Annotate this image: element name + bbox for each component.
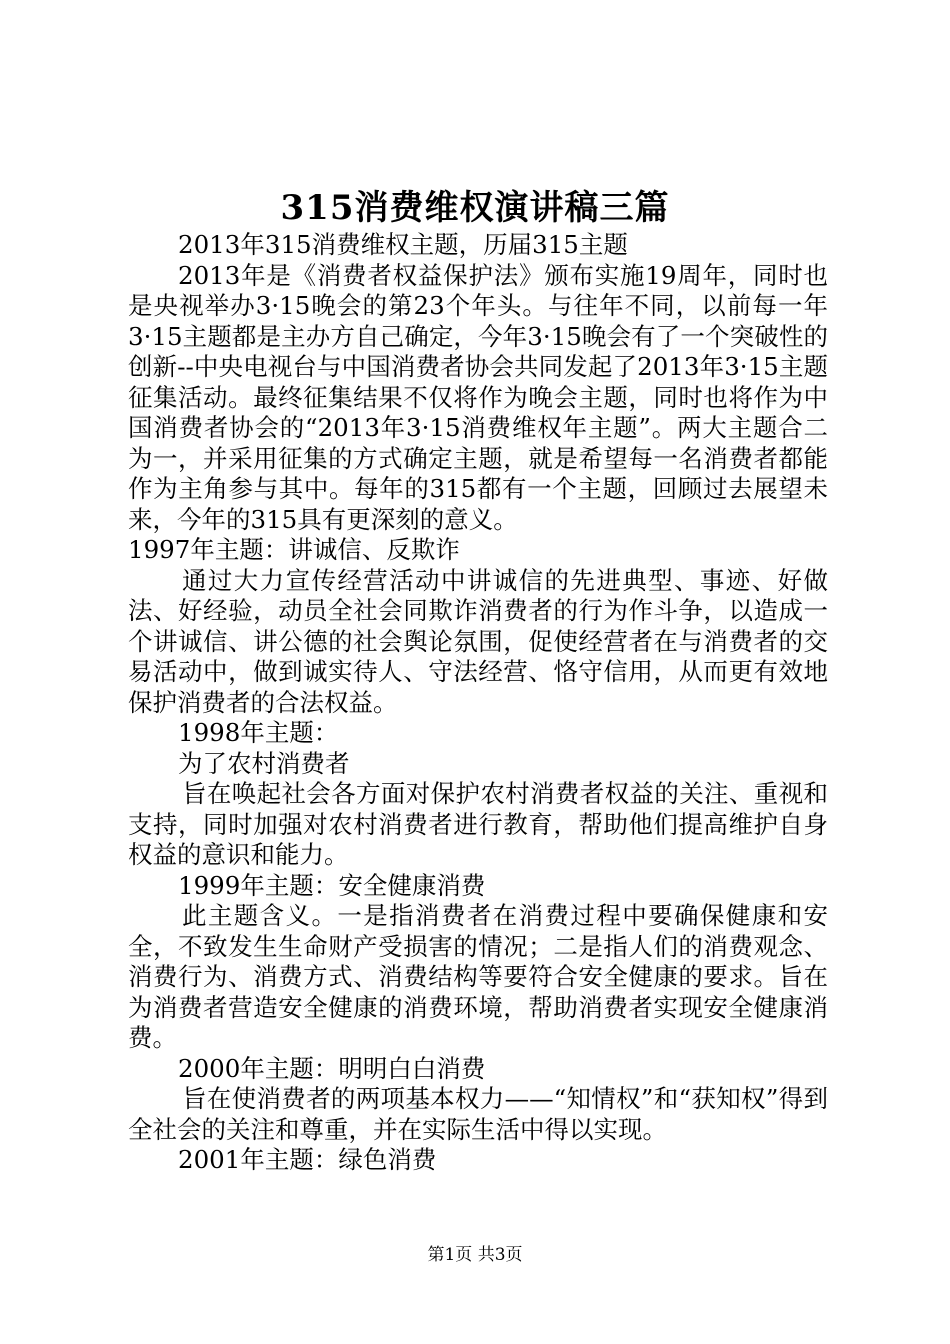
document-body bbox=[128, 230, 828, 1176]
paragraph-intro: 2013年是《消费者权益保护法》颁布实施19周年，同时也是央视举办3·15晚会的第23个年头。与往年不同，以前每一年3·15主题都是主办方自己确定，今年3·15晚会有了一个突破性的创新--中央电视台与中国消费者协会共同发起了2013年3·15主题征集活动。最终征集结果不仅将作为晚会主题，同时也将作为中国消费者协会的“2013年3·15消费维权年主题”。两大主题合二为一，并采用征集的方式确定主题，就是希望每一名消费者都能作为主角参与其中。每年的315都有一个主题，回顾过去展望未来，今年的315具有更深刻的意义。 bbox=[128, 260, 828, 534]
document-title: 315消费维权演讲稿三篇 bbox=[280, 188, 670, 228]
paragraph-intro-heading: 2013年315消费维权主题，历届315主题 bbox=[178, 230, 628, 259]
page-footer: 第1页 共3页 bbox=[427, 1245, 523, 1265]
paragraph-1997-heading: 1997年主题：讲诚信、反欺诈 bbox=[128, 535, 460, 564]
paragraph-1998-heading: 1998年主题： bbox=[178, 718, 339, 747]
paragraph-1999-body: 此主题含义。一是指消费者在消费过程中要确保健康和安全，不致发生生命财产受损害的情况；二是指人们的消费观念、消费行为、消费方式、消费结构等要符合安全健康的要求。旨在为消费者营造安全健康的消费环境，帮助消费者实现安全健康消费。 bbox=[128, 901, 828, 1052]
paragraph-2001-heading: 2001年主题：绿色消费 bbox=[178, 1145, 437, 1174]
paragraph-2000-heading: 2000年主题：明明白白消费 bbox=[178, 1053, 486, 1083]
paragraph-1997-body: 通过大力宣传经营活动中讲诚信的先进典型、事迹、好做法、好经验，动员全社会同欺诈消费者的行为作斗争，以造成一个讲诚信、讲公德的社会舆论氛围，促使经营者在与消费者的交易活动中，做到诚实待人、守法经营、恪守信用，从而更有效地保护消费者的合法权益。 bbox=[128, 565, 828, 717]
paragraph-1998-body: 旨在唤起社会各方面对保护农村消费者权益的关注、重视和支持，同时加强对农村消费者进行教育，帮助他们提高维护自身权益的意识和能力。 bbox=[128, 779, 828, 869]
paragraph-2000-body: 旨在使消费者的两项基本权力——“知情权”和“获知权”得到全社会的关注和尊重，并在实际生活中得以实现。 bbox=[128, 1084, 828, 1144]
paragraph-1998-theme: 为了农村消费者 bbox=[178, 748, 350, 778]
paragraph-1999-heading: 1999年主题：安全健康消费 bbox=[178, 870, 486, 900]
